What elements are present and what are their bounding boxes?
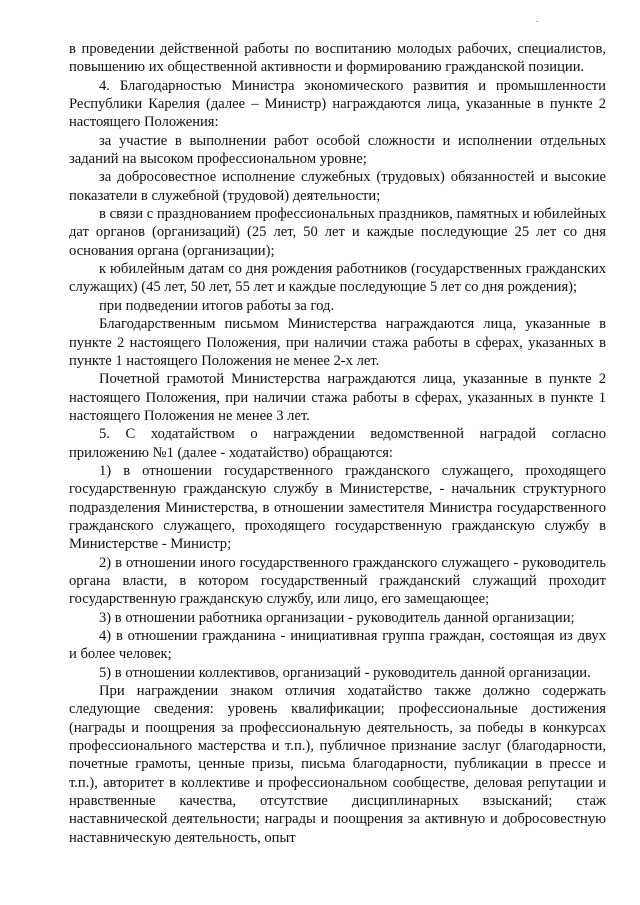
paragraph-criterion-2: за добросовестное исполнение служебных (трудовых) обязанностей и высокие показатели в служебной (трудовой) деятельности; bbox=[69, 169, 606, 204]
paragraph-criterion-3: в связи с празднованием профессиональных праздников, памятных и юбилейных дат органов (организаций) (25 лет, 50 лет и каждые последующие 25 лет со дня основания органа (организации); bbox=[69, 206, 606, 259]
paragraph-criterion-1: за участие в выполнении работ особой сложности и исполнении отдельных заданий на высоком профессиональном уровне; bbox=[69, 132, 606, 168]
paragraph-certificate: Почетной грамотой Министерства награждаются лица, указанные в пункте 2 настоящего Положения, при наличии стажа работы в сферах, указанных в пункте 1 настоящего Положения не менее 3 лет. bbox=[69, 371, 606, 424]
document-body bbox=[69, 40, 606, 847]
paragraph-subitem-1: 1) в отношении государственного гражданского служащего, проходящего государственную гражданскую службу в Министерстве, - начальник структурного подразделения Министерства, в отношении заместителя Министра государственного гражданского служащего, проходящего государственную гражданскую службу в Министерстве - Министр; bbox=[69, 462, 606, 553]
paragraph-continuation: в проведении действенной работы по воспитанию молодых рабочих, специалистов, повышению их общественной активности и формированию гражданской позиции. bbox=[69, 41, 606, 76]
paragraph-letter-of-thanks: Благодарственным письмом Министерства награждаются лица, указанные в пункте 2 настоящего Положения, при наличии стажа работы в сферах, указанных в пункте 1 настоящего Положения не менее 2-х лет. bbox=[69, 316, 606, 369]
paragraph-subitem-4: 4) в отношении гражданина - инициативная группа граждан, состоящая из двух и более человек; bbox=[69, 628, 606, 663]
paragraph-subitem-3: 3) в отношении работника организации - руководитель данной организации; bbox=[99, 609, 575, 626]
paragraph-criterion-5: при подведении итогов работы за год. bbox=[99, 297, 335, 314]
paragraph-item-4: 4. Благодарностью Министра экономического развития и промышленности Республики Карелия (далее – Министр) награждаются лица, указанные в пункте 2 настоящего Положения: bbox=[69, 77, 606, 131]
paragraph-subitem-5: 5) в отношении коллективов, организаций - руководитель данной организации. bbox=[99, 664, 591, 681]
paragraph-criterion-4: к юбилейным датам со дня рождения работников (государственных гражданских служащих) (45 лет, 50 лет, 55 лет и каждые последующие 5 лет со дня рождения); bbox=[69, 261, 606, 296]
page-mark: . bbox=[536, 14, 539, 24]
paragraph-badge-requirements: При награждении знаком отличия ходатайство также должно содержать следующие сведения: уровень квалификации; профессиональные достижения (награды и поощрения за профессиональную деятельность, за победы в конкурсах профессионального мастерства и т.п.), публичное признание заслуг (благодарности, почетные грамоты, ценные призы, письма благодарности, публикации в прессе и т.п.), авторитет в коллективе и профессиональном сообществе, деловая репутации и нравственные качества, отсутствие дисциплинарных взысканий; стаж наставнической деятельности; награды и поощрения за активную и добросовестную наставническую деятельность, опыт bbox=[69, 683, 606, 846]
paragraph-item-5: 5. С ходатайством о награждении ведомственной наградой согласно приложению №1 (далее - ходатайство) обращаются: bbox=[69, 426, 606, 461]
paragraph-subitem-2: 2) в отношении иного государственного гражданского служащего - руководитель органа власти, в котором государственный гражданский служащий проходит государственную гражданскую службу, или лицо, его замещающее; bbox=[69, 554, 606, 608]
